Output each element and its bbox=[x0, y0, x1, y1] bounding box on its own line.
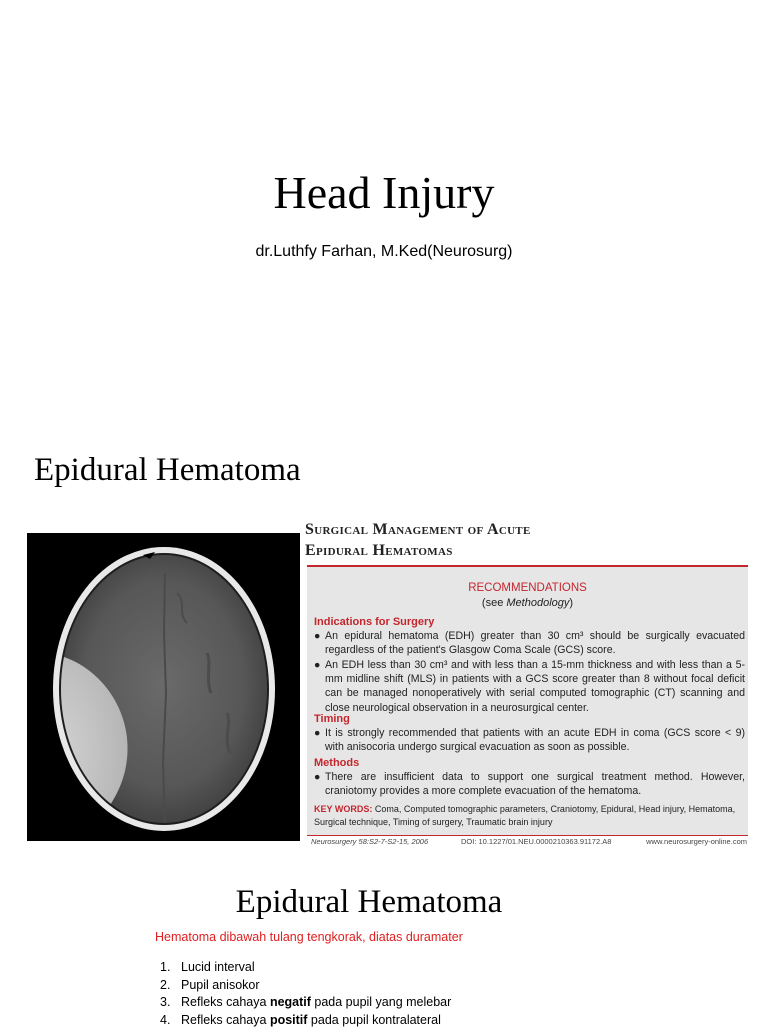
item-text: Pupil anisokor bbox=[181, 978, 260, 992]
citation-url: www.neurosurgery-online.com bbox=[646, 837, 747, 846]
see-suffix: ) bbox=[569, 597, 573, 609]
bullet-dot: ● bbox=[314, 629, 323, 643]
bullet-text: There are insufficient data to support one surgical treatment method. However, craniotomy provides a more complete evacuation of the hematoma. bbox=[325, 770, 745, 798]
see-methodology-link: Methodology bbox=[506, 597, 569, 609]
list-item bbox=[160, 995, 451, 1013]
item-text: Refleks cahaya bbox=[181, 995, 270, 1009]
bullet-indications-1 bbox=[314, 629, 742, 643]
bullet-text: An EDH less than 30 cm³ and with less than a 15-mm thickness and with less than a 5-mm midline shift (MLS) in patients with a GCS score greater than 8 without focal deficit can be managed nonoperatively with serial computed tomographic (CT) scanning and close neurological observation in a neurosurgical center. bbox=[325, 658, 745, 715]
paper-title bbox=[305, 519, 531, 561]
item-number: 1. bbox=[160, 960, 181, 974]
bullet-dot: ● bbox=[314, 658, 323, 672]
bullet-indications-2 bbox=[314, 658, 742, 672]
paper-title-line1: Surgical Management of Acute bbox=[305, 519, 531, 540]
section-title-2: Epidural Hematoma bbox=[0, 884, 738, 921]
slide-title: Head Injury bbox=[0, 166, 768, 219]
item-number: 2. bbox=[160, 978, 181, 992]
see-methodology bbox=[307, 597, 748, 609]
item-text-post: pada pupil kontralateral bbox=[307, 1013, 440, 1027]
list-item bbox=[160, 960, 451, 978]
bullet-timing-1 bbox=[314, 726, 742, 740]
item-text: Lucid interval bbox=[181, 960, 255, 974]
bullet-methods-1 bbox=[314, 770, 742, 784]
recommendations-heading: RECOMMENDATIONS bbox=[307, 582, 748, 594]
keywords-text: Coma, Computed tomographic parameters, Craniotomy, Epidural, Head injury, Hematoma, Surgical technique, Timing of surgery, Traumatic brain injury bbox=[314, 804, 735, 827]
bullet-dot: ● bbox=[314, 770, 323, 784]
ct-scan-image bbox=[27, 533, 300, 841]
item-text: Refleks cahaya bbox=[181, 1013, 270, 1027]
recommendations-box bbox=[307, 565, 748, 836]
section-heading-indications: Indications for Surgery bbox=[314, 616, 434, 628]
list-item bbox=[160, 978, 451, 996]
section-heading-methods: Methods bbox=[314, 757, 359, 769]
keywords-label: KEY WORDS: bbox=[314, 804, 372, 814]
list-item bbox=[160, 1013, 451, 1030]
item-bold: positif bbox=[270, 1013, 308, 1027]
section-title: Epidural Hematoma bbox=[34, 452, 301, 489]
definition-text: Hematoma dibawah tulang tengkorak, diatas duramater bbox=[155, 930, 463, 944]
ct-scan-graphic bbox=[27, 533, 300, 841]
citation-journal: Neurosurgery 58:S2-7-S2-15, 2006 bbox=[311, 837, 428, 846]
see-prefix: (see bbox=[482, 597, 506, 609]
citation-doi: DOI: 10.1227/01.NEU.0000210363.91172.A8 bbox=[461, 837, 611, 846]
paper-excerpt bbox=[303, 517, 750, 853]
sign-list bbox=[160, 960, 451, 1030]
bullet-dot: ● bbox=[314, 726, 323, 740]
item-number: 4. bbox=[160, 1013, 181, 1027]
title-slide bbox=[0, 0, 768, 420]
item-text-post: pada pupil yang melebar bbox=[311, 995, 451, 1009]
bullet-text: An epidural hematoma (EDH) greater than 30 cm³ should be surgically evacuated regardless of the patient's Glasgow Coma Scale (GCS) score. bbox=[325, 629, 745, 657]
keywords bbox=[314, 803, 742, 829]
slide-subtitle: dr.Luthfy Farhan, M.Ked(Neurosurg) bbox=[0, 243, 768, 261]
item-bold: negatif bbox=[270, 995, 311, 1009]
paper-title-line2: Epidural Hematomas bbox=[305, 540, 531, 561]
bullet-text: It is strongly recommended that patients with an acute EDH in coma (GCS score < 9) with anisocoria undergo surgical evacuation as soon as possible. bbox=[325, 726, 745, 754]
item-number: 3. bbox=[160, 995, 181, 1009]
section-heading-timing: Timing bbox=[314, 713, 350, 725]
